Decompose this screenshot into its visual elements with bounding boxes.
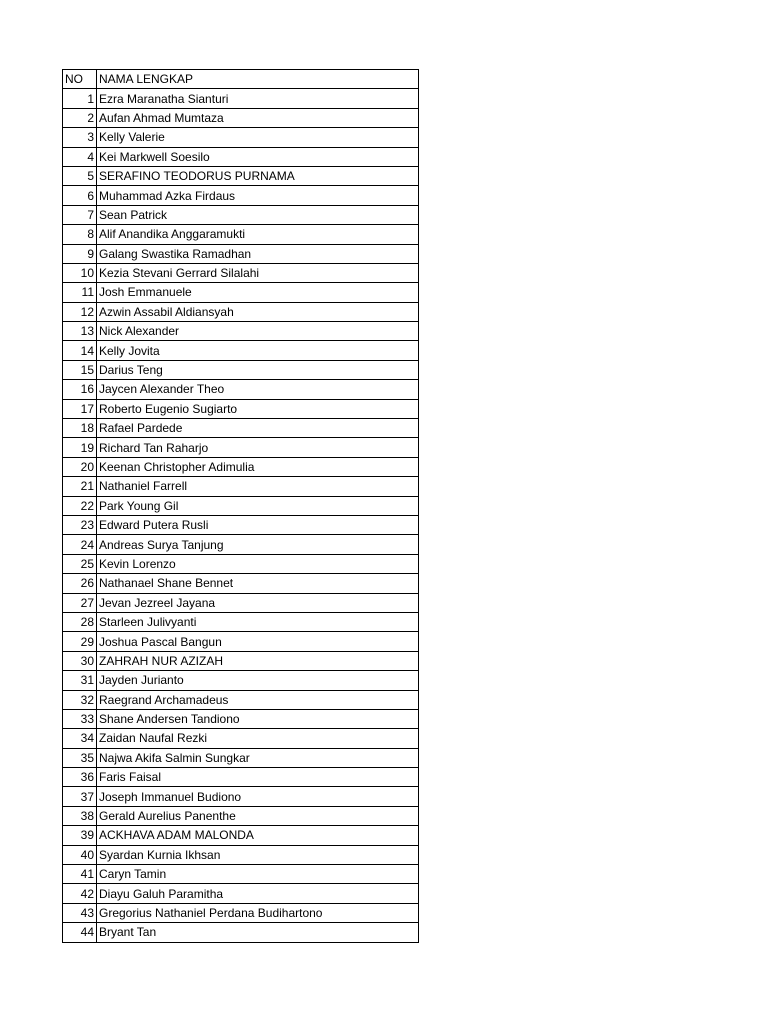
student-full-name: Andreas Surya Tanjung (97, 535, 419, 554)
student-full-name: ZAHRAH NUR AZIZAH (97, 651, 419, 670)
student-full-name: Roberto Eugenio Sugiarto (97, 399, 419, 418)
row-number: 1 (63, 89, 97, 108)
student-full-name: Caryn Tamin (97, 865, 419, 884)
table-row (63, 903, 419, 922)
student-full-name: Nathaniel Farrell (97, 477, 419, 496)
table-row (63, 884, 419, 903)
row-number: 9 (63, 244, 97, 263)
table-row (63, 826, 419, 845)
student-full-name: Gerald Aurelius Panenthe (97, 806, 419, 825)
student-full-name: Kelly Jovita (97, 341, 419, 360)
row-number: 38 (63, 806, 97, 825)
table-row (63, 612, 419, 631)
row-number: 36 (63, 768, 97, 787)
student-full-name: Kei Markwell Soesilo (97, 147, 419, 166)
table-row (63, 806, 419, 825)
table-header-row (63, 70, 419, 89)
student-full-name: Galang Swastika Ramadhan (97, 244, 419, 263)
column-header-name: NAMA LENGKAP (97, 70, 419, 89)
row-number: 19 (63, 438, 97, 457)
row-number: 26 (63, 574, 97, 593)
student-full-name: Faris Faisal (97, 768, 419, 787)
table-row (63, 89, 419, 108)
row-number: 2 (63, 108, 97, 127)
table-row (63, 244, 419, 263)
table-row (63, 322, 419, 341)
student-roster-table (62, 69, 419, 943)
table-row (63, 341, 419, 360)
student-full-name: Sean Patrick (97, 205, 419, 224)
table-row (63, 768, 419, 787)
table-row (63, 283, 419, 302)
student-full-name: Nathanael Shane Bennet (97, 574, 419, 593)
row-number: 44 (63, 923, 97, 942)
student-full-name: Jevan Jezreel Jayana (97, 593, 419, 612)
student-full-name: Ezra Maranatha Sianturi (97, 89, 419, 108)
row-number: 24 (63, 535, 97, 554)
table-row (63, 535, 419, 554)
row-number: 29 (63, 632, 97, 651)
student-full-name: Keenan Christopher Adimulia (97, 457, 419, 476)
row-number: 22 (63, 496, 97, 515)
column-header-no: NO (63, 70, 97, 89)
row-number: 39 (63, 826, 97, 845)
row-number: 27 (63, 593, 97, 612)
student-roster-sheet (62, 69, 419, 943)
table-row (63, 360, 419, 379)
table-row (63, 302, 419, 321)
table-row (63, 457, 419, 476)
student-full-name: Jaycen Alexander Theo (97, 380, 419, 399)
table-row (63, 166, 419, 185)
row-number: 21 (63, 477, 97, 496)
row-number: 13 (63, 322, 97, 341)
student-full-name: Jayden Jurianto (97, 671, 419, 690)
table-row (63, 554, 419, 573)
student-full-name: Najwa Akifa Salmin Sungkar (97, 748, 419, 767)
table-row (63, 205, 419, 224)
row-number: 7 (63, 205, 97, 224)
table-row (63, 574, 419, 593)
table-row (63, 748, 419, 767)
table-row (63, 515, 419, 534)
student-full-name: Bryant Tan (97, 923, 419, 942)
student-full-name: Syardan Kurnia Ikhsan (97, 845, 419, 864)
student-full-name: SERAFINO TEODORUS PURNAMA (97, 166, 419, 185)
row-number: 40 (63, 845, 97, 864)
row-number: 23 (63, 515, 97, 534)
table-row (63, 845, 419, 864)
table-row (63, 380, 419, 399)
row-number: 34 (63, 729, 97, 748)
student-full-name: Joshua Pascal Bangun (97, 632, 419, 651)
row-number: 35 (63, 748, 97, 767)
student-full-name: Alif Anandika Anggaramukti (97, 225, 419, 244)
student-full-name: Josh Emmanuele (97, 283, 419, 302)
student-full-name: Kevin Lorenzo (97, 554, 419, 573)
student-full-name: Raegrand Archamadeus (97, 690, 419, 709)
row-number: 25 (63, 554, 97, 573)
table-row (63, 225, 419, 244)
student-full-name: Zaidan Naufal Rezki (97, 729, 419, 748)
table-row (63, 419, 419, 438)
row-number: 31 (63, 671, 97, 690)
table-row (63, 729, 419, 748)
table-row (63, 787, 419, 806)
row-number: 18 (63, 419, 97, 438)
row-number: 28 (63, 612, 97, 631)
table-row (63, 690, 419, 709)
row-number: 37 (63, 787, 97, 806)
row-number: 33 (63, 709, 97, 728)
row-number: 12 (63, 302, 97, 321)
student-full-name: Park Young Gil (97, 496, 419, 515)
table-row (63, 128, 419, 147)
table-row (63, 438, 419, 457)
row-number: 43 (63, 903, 97, 922)
row-number: 5 (63, 166, 97, 185)
student-full-name: Shane Andersen Tandiono (97, 709, 419, 728)
student-full-name: Diayu Galuh Paramitha (97, 884, 419, 903)
table-row (63, 147, 419, 166)
row-number: 20 (63, 457, 97, 476)
student-full-name: Kelly Valerie (97, 128, 419, 147)
row-number: 41 (63, 865, 97, 884)
student-full-name: Gregorius Nathaniel Perdana Budihartono (97, 903, 419, 922)
row-number: 15 (63, 360, 97, 379)
student-full-name: Rafael Pardede (97, 419, 419, 438)
table-row (63, 651, 419, 670)
table-row (63, 263, 419, 282)
row-number: 14 (63, 341, 97, 360)
table-body (63, 89, 419, 942)
student-full-name: Muhammad Azka Firdaus (97, 186, 419, 205)
table-row (63, 865, 419, 884)
row-number: 10 (63, 263, 97, 282)
row-number: 30 (63, 651, 97, 670)
table-row (63, 923, 419, 942)
row-number: 4 (63, 147, 97, 166)
student-full-name: Nick Alexander (97, 322, 419, 341)
student-full-name: Kezia Stevani Gerrard Silalahi (97, 263, 419, 282)
row-number: 32 (63, 690, 97, 709)
student-full-name: ACKHAVA ADAM MALONDA (97, 826, 419, 845)
student-full-name: Joseph Immanuel Budiono (97, 787, 419, 806)
table-row (63, 108, 419, 127)
student-full-name: Aufan Ahmad Mumtaza (97, 108, 419, 127)
student-full-name: Richard Tan Raharjo (97, 438, 419, 457)
row-number: 11 (63, 283, 97, 302)
table-row (63, 477, 419, 496)
table-row (63, 399, 419, 418)
row-number: 8 (63, 225, 97, 244)
table-row (63, 496, 419, 515)
student-full-name: Edward Putera Rusli (97, 515, 419, 534)
table-row (63, 593, 419, 612)
table-row (63, 709, 419, 728)
student-full-name: Darius Teng (97, 360, 419, 379)
student-full-name: Starleen Julivyanti (97, 612, 419, 631)
row-number: 6 (63, 186, 97, 205)
table-row (63, 186, 419, 205)
row-number: 16 (63, 380, 97, 399)
row-number: 3 (63, 128, 97, 147)
row-number: 42 (63, 884, 97, 903)
table-row (63, 671, 419, 690)
row-number: 17 (63, 399, 97, 418)
student-full-name: Azwin Assabil Aldiansyah (97, 302, 419, 321)
table-row (63, 632, 419, 651)
